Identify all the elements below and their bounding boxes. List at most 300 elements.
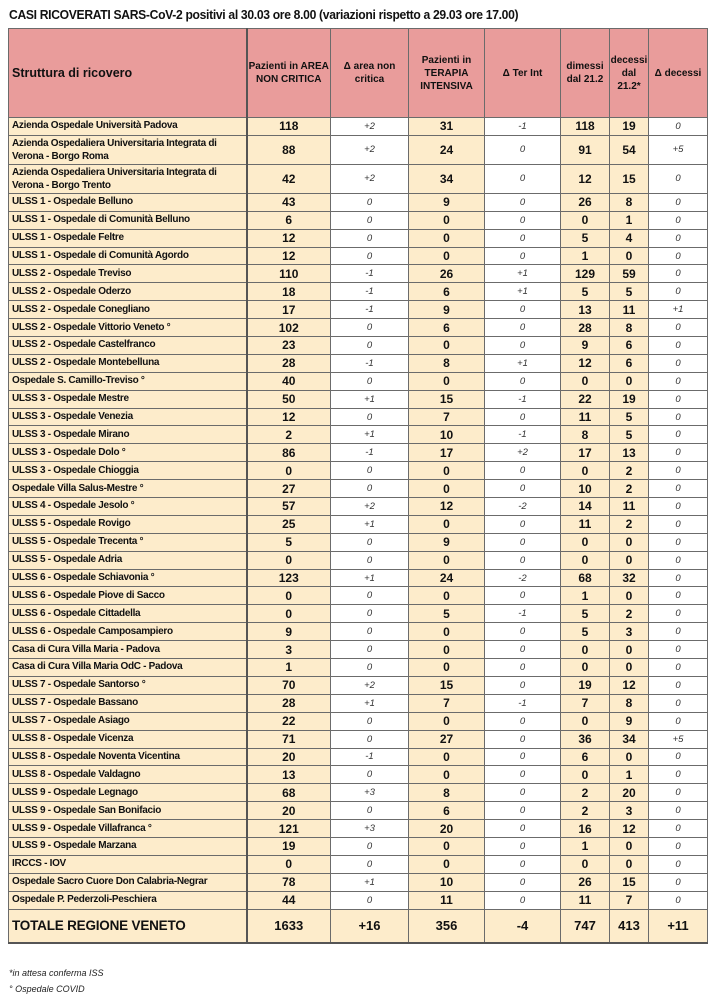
terapia-intensiva: 15 (409, 390, 485, 408)
dimessi: 91 (561, 135, 610, 164)
dimessi: 0 (561, 462, 610, 480)
decessi: 54 (610, 135, 649, 164)
row-name: ULSS 3 - Ospedale Chioggia (9, 462, 247, 480)
delta-area: 0 (331, 712, 409, 730)
decessi: 32 (610, 569, 649, 587)
dimessi: 1 (561, 587, 610, 605)
area-non-critica: 0 (247, 551, 331, 569)
row-name: Azienda Ospedaliera Universitaria Integrata di Verona - Borgo Roma (9, 135, 247, 164)
delta-decessi: +5 (649, 135, 708, 164)
area-non-critica: 5 (247, 533, 331, 551)
dimessi: 6 (561, 748, 610, 766)
delta-ti: 0 (485, 802, 561, 820)
area-non-critica: 3 (247, 641, 331, 659)
delta-area: 0 (331, 641, 409, 659)
delta-decessi: 0 (649, 319, 708, 337)
area-non-critica: 13 (247, 766, 331, 784)
delta-ti: 0 (485, 748, 561, 766)
terapia-intensiva: 9 (409, 193, 485, 211)
area-non-critica: 20 (247, 748, 331, 766)
dimessi: 36 (561, 730, 610, 748)
terapia-intensiva: 26 (409, 265, 485, 283)
delta-decessi: 0 (649, 712, 708, 730)
delta-decessi: 0 (649, 444, 708, 462)
delta-ti: 0 (485, 229, 561, 247)
decessi: 11 (610, 498, 649, 516)
delta-ti: 0 (485, 551, 561, 569)
decessi: 8 (610, 694, 649, 712)
delta-ti: 0 (485, 480, 561, 498)
dimessi: 11 (561, 515, 610, 533)
area-non-critica: 25 (247, 515, 331, 533)
row-name: Ospedale Sacro Cuore Don Calabria-Negrar (9, 873, 247, 891)
row-name: ULSS 7 - Ospedale Santorso ° (9, 676, 247, 694)
delta-decessi: 0 (649, 498, 708, 516)
delta-decessi: 0 (649, 748, 708, 766)
row-name: ULSS 1 - Ospedale Feltre (9, 229, 247, 247)
delta-area: 0 (331, 659, 409, 677)
delta-ti: -1 (485, 694, 561, 712)
delta-ti: -2 (485, 569, 561, 587)
delta-area: +2 (331, 118, 409, 136)
terapia-intensiva: 17 (409, 444, 485, 462)
delta-decessi: 0 (649, 372, 708, 390)
terapia-intensiva: 15 (409, 676, 485, 694)
row-name: Casa di Cura Villa Maria - Padova (9, 641, 247, 659)
terapia-intensiva: 0 (409, 712, 485, 730)
delta-decessi: 0 (649, 462, 708, 480)
delta-area: 0 (331, 193, 409, 211)
delta-ti: -1 (485, 390, 561, 408)
terapia-intensiva: 0 (409, 837, 485, 855)
total-delta-decessi: +11 (649, 909, 708, 943)
table-row (9, 118, 708, 136)
delta-decessi: 0 (649, 802, 708, 820)
header-struttura: Struttura di ricovero (9, 29, 247, 118)
terapia-intensiva: 0 (409, 659, 485, 677)
delta-decessi: 0 (649, 118, 708, 136)
table-row (9, 462, 708, 480)
row-name: ULSS 6 - Ospedale Piove di Sacco (9, 587, 247, 605)
dimessi: 5 (561, 605, 610, 623)
delta-ti: 0 (485, 164, 561, 193)
terapia-intensiva: 9 (409, 301, 485, 319)
dimessi: 9 (561, 337, 610, 355)
table-row (9, 748, 708, 766)
decessi: 2 (610, 605, 649, 623)
delta-decessi: 0 (649, 891, 708, 909)
terapia-intensiva: 0 (409, 551, 485, 569)
terapia-intensiva: 0 (409, 480, 485, 498)
area-non-critica: 71 (247, 730, 331, 748)
delta-ti: -1 (485, 118, 561, 136)
decessi: 0 (610, 641, 649, 659)
area-non-critica: 70 (247, 676, 331, 694)
table-row (9, 283, 708, 301)
delta-area: -1 (331, 265, 409, 283)
area-non-critica: 44 (247, 891, 331, 909)
dimessi: 1 (561, 247, 610, 265)
row-name: Ospedale Villa Salus-Mestre ° (9, 480, 247, 498)
terapia-intensiva: 0 (409, 748, 485, 766)
delta-ti: -1 (485, 605, 561, 623)
delta-decessi: 0 (649, 820, 708, 838)
delta-decessi: 0 (649, 229, 708, 247)
terapia-intensiva: 10 (409, 873, 485, 891)
delta-ti: -1 (485, 426, 561, 444)
delta-decessi: 0 (649, 587, 708, 605)
area-non-critica: 12 (247, 229, 331, 247)
header-area-non-critica: Pazienti in AREA NON CRITICA (247, 29, 331, 118)
decessi: 3 (610, 623, 649, 641)
table-row (9, 730, 708, 748)
delta-ti: 0 (485, 873, 561, 891)
terapia-intensiva: 34 (409, 164, 485, 193)
table-row (9, 837, 708, 855)
decessi: 0 (610, 372, 649, 390)
dimessi: 0 (561, 533, 610, 551)
total-delta-area: +16 (331, 909, 409, 943)
table-row (9, 569, 708, 587)
delta-ti: -2 (485, 498, 561, 516)
table-row (9, 855, 708, 873)
table-row (9, 676, 708, 694)
delta-decessi: 0 (649, 551, 708, 569)
dimessi: 2 (561, 802, 610, 820)
footnote-covid: ° Ospedale COVID (9, 984, 85, 994)
delta-decessi: 0 (649, 211, 708, 229)
delta-area: 0 (331, 837, 409, 855)
delta-area: 0 (331, 408, 409, 426)
table-row (9, 766, 708, 784)
dimessi: 11 (561, 408, 610, 426)
dimessi: 16 (561, 820, 610, 838)
delta-ti: 0 (485, 837, 561, 855)
delta-decessi: 0 (649, 837, 708, 855)
terapia-intensiva: 0 (409, 462, 485, 480)
area-non-critica: 57 (247, 498, 331, 516)
dimessi: 17 (561, 444, 610, 462)
row-name: ULSS 4 - Ospedale Jesolo ° (9, 498, 247, 516)
delta-area: -1 (331, 748, 409, 766)
row-name: ULSS 8 - Ospedale Vicenza (9, 730, 247, 748)
delta-decessi: 0 (649, 855, 708, 873)
total-dimessi: 747 (561, 909, 610, 943)
delta-area: +3 (331, 820, 409, 838)
delta-area: 0 (331, 229, 409, 247)
area-non-critica: 12 (247, 247, 331, 265)
row-name: Ospedale P. Pederzoli-Peschiera (9, 891, 247, 909)
delta-area: 0 (331, 587, 409, 605)
total-decessi: 413 (610, 909, 649, 943)
terapia-intensiva: 0 (409, 623, 485, 641)
decessi: 1 (610, 211, 649, 229)
delta-area: +1 (331, 694, 409, 712)
row-name: ULSS 1 - Ospedale Belluno (9, 193, 247, 211)
delta-area: +1 (331, 390, 409, 408)
delta-decessi: 0 (649, 694, 708, 712)
decessi: 20 (610, 784, 649, 802)
row-name: ULSS 5 - Ospedale Trecenta ° (9, 533, 247, 551)
area-non-critica: 6 (247, 211, 331, 229)
table-row (9, 408, 708, 426)
delta-area: -1 (331, 301, 409, 319)
decessi: 12 (610, 820, 649, 838)
area-non-critica: 86 (247, 444, 331, 462)
decessi: 0 (610, 587, 649, 605)
decessi: 13 (610, 444, 649, 462)
terapia-intensiva: 6 (409, 802, 485, 820)
terapia-intensiva: 27 (409, 730, 485, 748)
row-name: ULSS 3 - Ospedale Mirano (9, 426, 247, 444)
total-delta-ti: -4 (485, 909, 561, 943)
delta-area: 0 (331, 533, 409, 551)
terapia-intensiva: 0 (409, 372, 485, 390)
decessi: 5 (610, 426, 649, 444)
row-name: ULSS 5 - Ospedale Rovigo (9, 515, 247, 533)
table-row (9, 694, 708, 712)
dimessi: 0 (561, 211, 610, 229)
dimessi: 0 (561, 641, 610, 659)
delta-area: -1 (331, 354, 409, 372)
table-row (9, 498, 708, 516)
decessi: 8 (610, 193, 649, 211)
dimessi: 0 (561, 855, 610, 873)
row-name: ULSS 2 - Ospedale Vittorio Veneto ° (9, 319, 247, 337)
terapia-intensiva: 0 (409, 337, 485, 355)
row-name: ULSS 3 - Ospedale Dolo ° (9, 444, 247, 462)
delta-area: +1 (331, 873, 409, 891)
decessi: 15 (610, 164, 649, 193)
delta-ti: 0 (485, 533, 561, 551)
dimessi: 0 (561, 766, 610, 784)
delta-area: 0 (331, 480, 409, 498)
delta-decessi: 0 (649, 480, 708, 498)
header-delta-ti: Δ Ter Int (485, 29, 561, 118)
table-row (9, 426, 708, 444)
decessi: 15 (610, 873, 649, 891)
delta-ti: 0 (485, 766, 561, 784)
decessi: 8 (610, 319, 649, 337)
area-non-critica: 118 (247, 118, 331, 136)
table-row (9, 444, 708, 462)
delta-decessi: 0 (649, 164, 708, 193)
row-name: ULSS 9 - Ospedale Legnago (9, 784, 247, 802)
footnote-iss: *in attesa conferma ISS (9, 968, 104, 978)
table-row (9, 193, 708, 211)
dimessi: 5 (561, 283, 610, 301)
row-name: ULSS 9 - Ospedale San Bonifacio (9, 802, 247, 820)
dimessi: 129 (561, 265, 610, 283)
terapia-intensiva: 0 (409, 855, 485, 873)
area-non-critica: 40 (247, 372, 331, 390)
table-row (9, 515, 708, 533)
decessi: 0 (610, 748, 649, 766)
terapia-intensiva: 0 (409, 515, 485, 533)
delta-decessi: 0 (649, 605, 708, 623)
table-row (9, 480, 708, 498)
row-name: ULSS 9 - Ospedale Villafranca ° (9, 820, 247, 838)
delta-decessi: 0 (649, 873, 708, 891)
delta-area: 0 (331, 211, 409, 229)
area-non-critica: 121 (247, 820, 331, 838)
table-row (9, 247, 708, 265)
area-non-critica: 0 (247, 462, 331, 480)
delta-ti: 0 (485, 462, 561, 480)
dimessi: 8 (561, 426, 610, 444)
decessi: 9 (610, 712, 649, 730)
terapia-intensiva: 6 (409, 319, 485, 337)
decessi: 19 (610, 390, 649, 408)
delta-decessi: 0 (649, 533, 708, 551)
delta-area: 0 (331, 372, 409, 390)
row-name: ULSS 7 - Ospedale Asiago (9, 712, 247, 730)
delta-ti: +1 (485, 265, 561, 283)
delta-decessi: +5 (649, 730, 708, 748)
delta-area: +3 (331, 784, 409, 802)
delta-area: -1 (331, 444, 409, 462)
decessi: 6 (610, 354, 649, 372)
delta-ti: 0 (485, 372, 561, 390)
delta-decessi: 0 (649, 390, 708, 408)
terapia-intensiva: 7 (409, 408, 485, 426)
delta-area: 0 (331, 605, 409, 623)
delta-decessi: 0 (649, 641, 708, 659)
area-non-critica: 20 (247, 802, 331, 820)
area-non-critica: 9 (247, 623, 331, 641)
area-non-critica: 43 (247, 193, 331, 211)
decessi: 4 (610, 229, 649, 247)
table-row (9, 372, 708, 390)
decessi: 2 (610, 462, 649, 480)
dimessi: 2 (561, 784, 610, 802)
header-delta-decessi: Δ decessi (649, 29, 708, 118)
delta-decessi: 0 (649, 354, 708, 372)
header-dimessi: dimessi dal 21.2 (561, 29, 610, 118)
header-decessi: decessi dal 21.2* (610, 29, 649, 118)
row-name: ULSS 8 - Ospedale Noventa Vicentina (9, 748, 247, 766)
delta-decessi: 0 (649, 659, 708, 677)
decessi: 0 (610, 247, 649, 265)
area-non-critica: 23 (247, 337, 331, 355)
dimessi: 68 (561, 569, 610, 587)
delta-decessi: 0 (649, 569, 708, 587)
row-name: ULSS 3 - Ospedale Mestre (9, 390, 247, 408)
delta-ti: 0 (485, 730, 561, 748)
delta-decessi: +1 (649, 301, 708, 319)
area-non-critica: 18 (247, 283, 331, 301)
terapia-intensiva: 10 (409, 426, 485, 444)
decessi: 11 (610, 301, 649, 319)
table-row (9, 784, 708, 802)
row-name: ULSS 2 - Ospedale Conegliano (9, 301, 247, 319)
terapia-intensiva: 24 (409, 135, 485, 164)
table-row (9, 873, 708, 891)
decessi: 7 (610, 891, 649, 909)
dimessi: 19 (561, 676, 610, 694)
delta-area: 0 (331, 623, 409, 641)
delta-ti: 0 (485, 408, 561, 426)
dimessi: 26 (561, 193, 610, 211)
delta-ti: 0 (485, 855, 561, 873)
table-row (9, 354, 708, 372)
table-row (9, 390, 708, 408)
delta-area: 0 (331, 551, 409, 569)
delta-ti: 0 (485, 319, 561, 337)
delta-ti: 0 (485, 891, 561, 909)
delta-decessi: 0 (649, 784, 708, 802)
terapia-intensiva: 5 (409, 605, 485, 623)
area-non-critica: 0 (247, 587, 331, 605)
terapia-intensiva: 0 (409, 587, 485, 605)
delta-ti: 0 (485, 193, 561, 211)
row-name: Azienda Ospedale Università Padova (9, 118, 247, 136)
delta-area: 0 (331, 891, 409, 909)
area-non-critica: 28 (247, 354, 331, 372)
area-non-critica: 88 (247, 135, 331, 164)
delta-area: +2 (331, 164, 409, 193)
delta-area: 0 (331, 855, 409, 873)
area-non-critica: 27 (247, 480, 331, 498)
delta-area: 0 (331, 802, 409, 820)
area-non-critica: 50 (247, 390, 331, 408)
row-name: ULSS 8 - Ospedale Valdagno (9, 766, 247, 784)
delta-area: 0 (331, 337, 409, 355)
table-row (9, 605, 708, 623)
delta-ti: +2 (485, 444, 561, 462)
terapia-intensiva: 8 (409, 784, 485, 802)
dimessi: 11 (561, 891, 610, 909)
table-row (9, 229, 708, 247)
delta-decessi: 0 (649, 426, 708, 444)
area-non-critica: 12 (247, 408, 331, 426)
terapia-intensiva: 31 (409, 118, 485, 136)
table-row (9, 337, 708, 355)
dimessi: 0 (561, 372, 610, 390)
terapia-intensiva: 24 (409, 569, 485, 587)
decessi: 0 (610, 551, 649, 569)
dimessi: 12 (561, 164, 610, 193)
delta-area: 0 (331, 319, 409, 337)
terapia-intensiva: 0 (409, 641, 485, 659)
row-name: ULSS 1 - Ospedale di Comunità Agordo (9, 247, 247, 265)
decessi: 12 (610, 676, 649, 694)
delta-ti: 0 (485, 247, 561, 265)
area-non-critica: 17 (247, 301, 331, 319)
delta-decessi: 0 (649, 247, 708, 265)
row-name: ULSS 6 - Ospedale Camposampiero (9, 623, 247, 641)
total-label: TOTALE REGIONE VENETO (9, 909, 247, 943)
decessi: 19 (610, 118, 649, 136)
decessi: 59 (610, 265, 649, 283)
table-row (9, 265, 708, 283)
delta-area: 0 (331, 462, 409, 480)
hospital-table (8, 28, 708, 944)
row-name: ULSS 6 - Ospedale Cittadella (9, 605, 247, 623)
delta-ti: +1 (485, 283, 561, 301)
row-name: ULSS 1 - Ospedale di Comunità Belluno (9, 211, 247, 229)
delta-decessi: 0 (649, 515, 708, 533)
terapia-intensiva: 7 (409, 694, 485, 712)
area-non-critica: 78 (247, 873, 331, 891)
delta-area: 0 (331, 766, 409, 784)
terapia-intensiva: 0 (409, 229, 485, 247)
delta-area: -1 (331, 283, 409, 301)
delta-ti: 0 (485, 784, 561, 802)
area-non-critica: 42 (247, 164, 331, 193)
area-non-critica: 1 (247, 659, 331, 677)
table-row (9, 659, 708, 677)
